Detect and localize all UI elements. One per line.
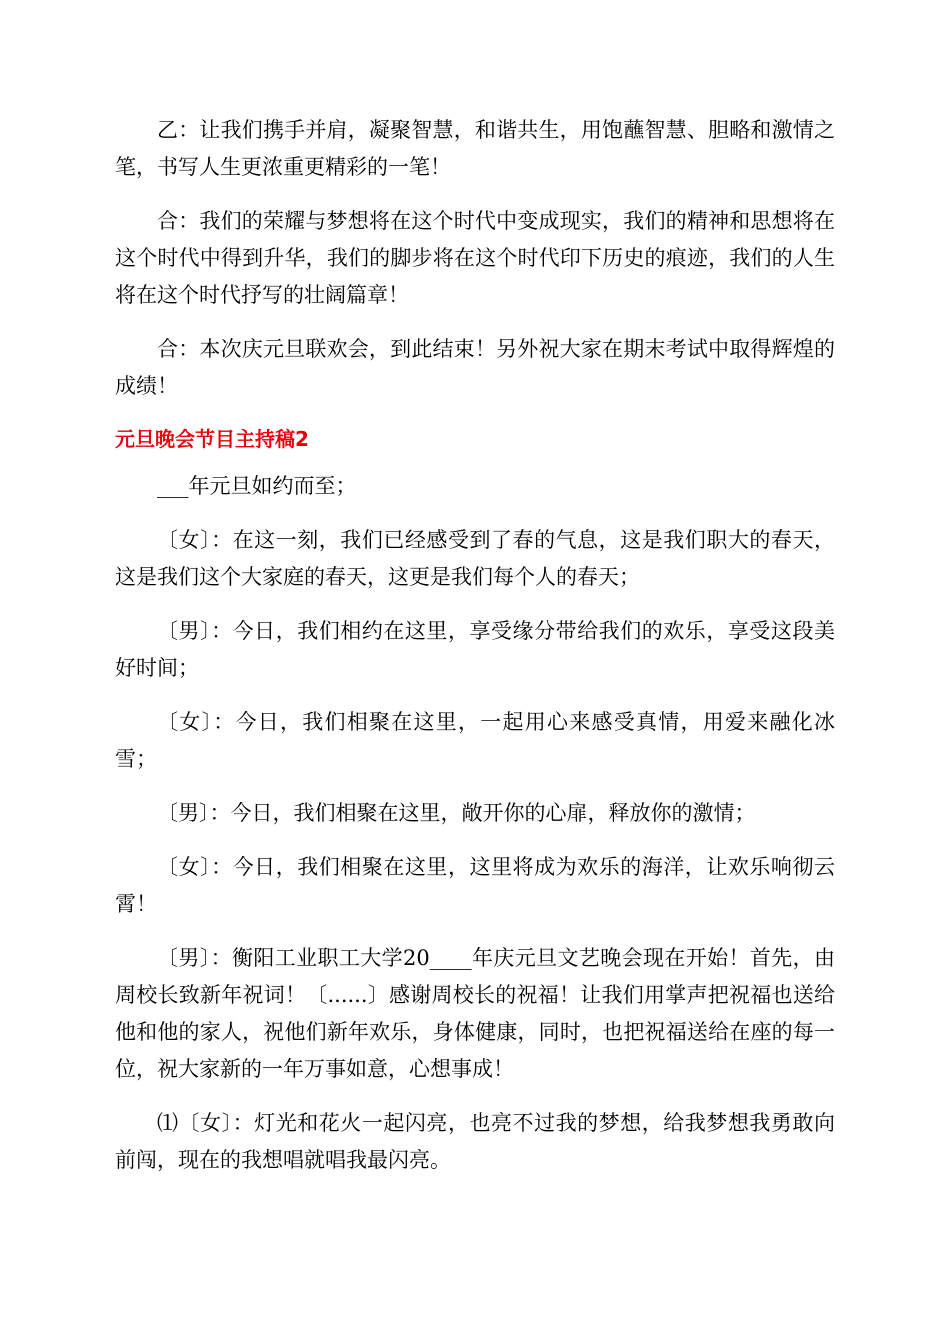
paragraph-female-2: 〔女〕：今日，我们相聚在这里，一起用心来感受真情，用爱来融化冰雪；: [115, 710, 835, 771]
paragraph-female-1: 〔女〕：在这一刻，我们已经感受到了春的气息，这是我们职大的春天，这是我们这个大家庭的春天，这更是我们每个人的春天；: [115, 528, 835, 589]
paragraph-new-year: ___年元旦如约而至；: [157, 474, 357, 498]
document-body: [115, 112, 835, 1196]
paragraph-male-1: 〔男〕：今日，我们相约在这里，享受缘分带给我们的欢乐，享受这段美好时间；: [115, 619, 835, 680]
section-heading: 元旦晚会节目主持稿2: [115, 427, 309, 451]
paragraph-female-song: ⑴〔女〕：灯光和花火一起闪亮，也亮不过我的梦想，给我梦想我勇敢向前闯，现在的我想唱就唱我最闪亮。: [115, 1111, 835, 1172]
paragraph-male-2: 〔男〕：今日，我们相聚在这里，敞开你的心扉，释放你的激情；: [157, 801, 756, 825]
paragraph-he-ending: 合：本次庆元旦联欢会，到此结束！另外祝大家在期末考试中取得辉煌的成绩！: [115, 337, 835, 398]
paragraph-he-glory: 合：我们的荣耀与梦想将在这个时代中变成现实，我们的精神和思想将在这个时代中得到升华，我们的脚步将在这个时代印下历史的痕迹，我们的人生将在这个时代抒写的壮阔篇章！: [115, 209, 835, 307]
paragraph-yi-closing: 乙：让我们携手并肩，凝聚智慧，和谐共生，用饱蘸智慧、胆略和激情之笔，书写人生更浓重更精彩的一笔！: [115, 118, 835, 179]
paragraph-female-3: 〔女〕：今日，我们相聚在这里，这里将成为欢乐的海洋，让欢乐响彻云霄！: [115, 855, 835, 916]
paragraph-male-3: 〔男〕：衡阳工业职工大学20____年庆元旦文艺晚会现在开始！首先，由周校长致新年祝词！〔......〕感谢周校长的祝福！让我们用掌声把祝福也送给他和他的家人，祝他们新年欢乐，身体健康，同时，也把祝福送给在座的每一位，祝大家新的一年万事如意，心想事成！: [115, 946, 835, 1081]
